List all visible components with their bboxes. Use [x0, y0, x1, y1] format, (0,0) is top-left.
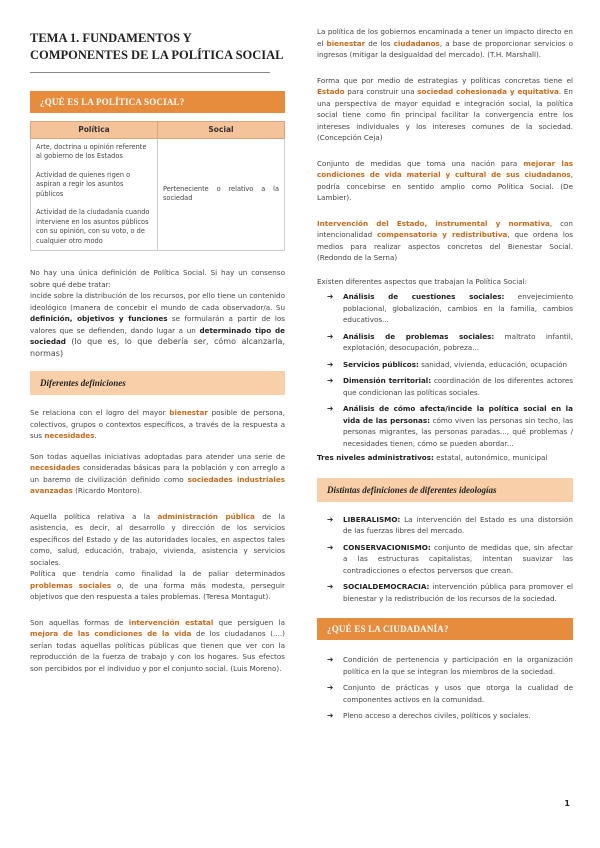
politica-def-2: Actividad de quienes rigen o aspiran a regir los asuntos públicos	[36, 170, 131, 198]
def3-text-a: Aquella política relativa a la	[30, 511, 158, 521]
definition-9	[317, 218, 573, 264]
aspect-text: coordinación de los diferentes actores que condicionan las políticas sociales.	[343, 376, 573, 397]
definition-6	[317, 26, 573, 61]
list-item	[317, 682, 573, 705]
ideology-title: SOCIALDEMOCRACIA:	[343, 582, 430, 591]
title-divider	[30, 72, 270, 73]
list-item	[317, 403, 573, 449]
right-column	[317, 0, 573, 727]
def1-text-c: .	[94, 431, 97, 440]
def1-text-a: Se relaciona con el logro del mayor	[30, 408, 170, 417]
section-header-definiciones: Diferentes definiciones	[30, 371, 285, 395]
citizenship-text: Condición de pertenencia y participación en la organización política en la que se integran los miembros de la sociedad.	[343, 655, 573, 676]
def5-text-c: de los ciudadanos (....) serían todas aquellas políticas públicas que tienen que ver con la reproducción de la fuerza de trabajo y con los hogares. Sus efectos son percibidos por el individuo y por el conjunto social. (Luis Moreno).	[30, 629, 285, 673]
section-header-politica-social: ¿QUÉ ES LA POLÍTICA SOCIAL?	[30, 91, 285, 113]
admin-levels-label: Tres niveles administrativos:	[317, 453, 434, 462]
def5-highlight-2: mejora de las condiciones de la vida	[30, 629, 192, 638]
list-item	[317, 710, 573, 722]
list-item	[317, 331, 573, 354]
arrow-icon: ➔	[327, 582, 334, 591]
def7-text-a: Forma que por medio de estrategias y políticas concretas tiene el	[317, 75, 573, 85]
arrow-icon: ➔	[327, 292, 334, 301]
aspects-list	[317, 291, 573, 449]
def9-highlight-1: Intervención del Estado, instrumental y normativa	[317, 218, 550, 228]
def5-text-a: Son aquellas formas de	[30, 617, 129, 627]
list-item	[317, 375, 573, 398]
table-header-politica: Política	[31, 122, 158, 139]
def5-text-b: que persiguen la	[213, 617, 285, 627]
table-cell-social: Perteneciente o relativo a la sociedad	[158, 138, 285, 251]
def2-text-a: Son todas aquellas iniciativas adoptadas para atender una serie de	[30, 451, 285, 461]
citizenship-list	[317, 654, 573, 722]
definition-3	[30, 511, 285, 569]
def4-text-b: o, de una forma más modesta, perseguir objetivos que den respuesta a tales problemas. (Teresa Montagut).	[30, 580, 285, 601]
ideology-title: LIBERALISMO:	[343, 514, 401, 524]
definition-4	[30, 568, 285, 603]
list-item	[317, 581, 573, 604]
def5-highlight-1: intervención estatal	[128, 617, 214, 627]
def9-text-a: , con intencionalidad	[317, 218, 573, 239]
definition-2	[30, 451, 285, 497]
intro-text-d: (lo que es, lo que debería ser, cómo alcanzarla, normas)	[30, 337, 285, 358]
left-column	[30, 0, 285, 683]
ideology-title: CONSERVACIONISMO:	[343, 542, 431, 552]
arrow-icon: ➔	[327, 376, 334, 385]
aspect-text: envejecimiento poblacional, globalización, cambios en la familia, cambios educativos...	[343, 292, 573, 324]
admin-levels-text: estatal, autonómico, municipal	[433, 453, 548, 462]
arrow-icon: ➔	[327, 514, 334, 524]
list-item	[317, 542, 573, 577]
intro-text-a: No hay una única definición de Política Social. Si hay un consenso sobre qué debe tratar:	[30, 268, 285, 289]
intro-bold-1: definición, objetivos y funciones	[30, 314, 168, 323]
aspect-text: sanidad, vivienda, educación, ocupación	[418, 359, 568, 369]
intro-text-c: se formularán a partir de los valores que se defienden, dando lugar a un	[30, 314, 285, 335]
aspect-title: Dimensión territorial:	[343, 376, 432, 385]
def6-highlight-2: ciudadanos	[393, 38, 440, 48]
aspect-title: Servicios públicos:	[343, 359, 419, 369]
citizenship-text: Conjunto de prácticas y usos que otorga la cualidad de componentes activos en la comunidad.	[343, 683, 573, 704]
def8-text-b: , podría concebirse en sentido amplio como Política Social. (De Lambier).	[317, 170, 573, 202]
arrow-icon: ➔	[327, 542, 334, 552]
citizenship-text: Pleno acceso a derechos civiles, políticos y sociales.	[343, 711, 531, 720]
def4-highlight-1: problemas sociales	[30, 580, 112, 590]
aspect-text: cómo viven las personas sin techo, las personas migrantes, las personas paradas..., qué problemas / necesidades tienen, cómo se pueden abordar...	[343, 415, 574, 448]
def2-highlight-1: necesidades	[30, 463, 81, 472]
intro-paragraph	[30, 267, 285, 359]
politica-def-3: Actividad de la ciudadanía cuando interviene en los asuntos públicos con su opinión, con su voto, o de cualquier otro modo	[36, 208, 150, 245]
def6-text-b: de los	[365, 38, 394, 48]
aspect-title: Análisis de cómo afecta/incide la política social en la vida de las personas:	[343, 404, 573, 425]
list-item	[317, 291, 573, 326]
def2-text-c: (Ricardo Montoro).	[72, 486, 142, 495]
def9-highlight-2: compensatoria y redistributiva	[377, 230, 508, 239]
ideology-text: intervención pública para promover el bienestar y la redistribución de los recursos de la sociedad.	[343, 582, 573, 603]
def2-text-b: consideradas básicas para la población y con arreglo a un baremo de civilización definido como	[30, 463, 285, 484]
definition-8	[317, 158, 573, 204]
aspect-title: Análisis de cuestiones sociales:	[343, 292, 505, 301]
def1-highlight-2: necesidades	[44, 431, 95, 440]
section-header-ciudadania: ¿QUÉ ES LA CIUDADANÍA?	[317, 618, 573, 640]
page-number: 1	[564, 799, 570, 808]
list-item	[317, 514, 573, 537]
aspects-intro: Existen diferentes aspectos que trabajan la Política Social:	[317, 276, 528, 286]
definition-table	[30, 121, 285, 251]
list-item	[317, 359, 573, 371]
politica-def-1: Arte, doctrina u opinión referente al gobierno de los Estados	[36, 142, 147, 160]
arrow-icon: ➔	[327, 359, 334, 369]
arrow-icon: ➔	[327, 711, 334, 720]
def8-text-a: Conjunto de medidas que toma una nación para	[317, 158, 524, 168]
def7-text-c: . En una perspectiva de mayor equidad e integración social, la política social tiene como fin principal facilitar la convergencia entre los intereses individuales y los intereses comunes de la sociedad. (Concepción Ceja)	[317, 87, 573, 142]
def6-highlight-1: bienestar	[326, 38, 366, 48]
def8-highlight-1: mejorar las condiciones de vida material y cultural de sus ciudadanos	[317, 158, 573, 179]
admin-levels	[317, 452, 573, 464]
section-header-ideologias: Distintas definiciones de diferentes ideologías	[317, 478, 573, 502]
arrow-icon: ➔	[327, 331, 334, 341]
definition-7	[317, 75, 573, 144]
table-cell-politica	[31, 138, 158, 251]
ideology-text: La intervención del Estado es una distorsión de las fuerzas libres del mercado.	[343, 514, 573, 535]
aspect-title: Análisis de problemas sociales:	[343, 331, 495, 341]
list-item	[317, 654, 573, 677]
def3-text-b: de la asistencia, es decir, al desarrollo y dirección de los servicios específicos del Estado y de las autoridades locales, en aspectos tales como, salud, educación, trabajo, vivienda, asistencia y servicios sociales.	[30, 511, 285, 567]
table-header-social: Social	[158, 122, 285, 139]
page-title: TEMA 1. FUNDAMENTOS Y COMPONENTES DE LA POLÍTICA SOCIAL	[30, 31, 284, 62]
def2-highlight-2: sociedades industriales avanzadas	[30, 474, 285, 495]
aspect-text: maltrato infantil, explotación, desocupación, pobreza...	[343, 331, 573, 352]
arrow-icon: ➔	[327, 683, 334, 692]
def7-text-b: para construir una	[344, 87, 418, 96]
def6-text-c: , a base de proporcionar servicios o ingresos (mitigar la desigualdad del mercado). (T.H. Marshall).	[317, 38, 573, 59]
arrow-icon: ➔	[327, 655, 334, 664]
def9-text-b: , que ordena los medios para realizar aspectos concretos del Bienestar Social. (Redondo de la Serna)	[317, 230, 573, 262]
intro-bold-2: determinado tipo de sociedad	[30, 325, 285, 346]
def7-highlight-1: Estado	[317, 87, 345, 96]
def1-text-b: posible de persona, colectivos, grupos o contextos específicos, a través de la respuesta a sus	[30, 408, 285, 440]
intro-text-b: incide sobre la distribución de los recursos, por ello tiene un contenido ideológico (manera de concebir el mundo de cada observador/a. Su	[30, 291, 285, 312]
def1-highlight-1: bienestar	[169, 408, 208, 417]
definition-5	[30, 617, 285, 675]
def3-highlight-1: administración pública	[157, 511, 255, 521]
arrow-icon: ➔	[327, 404, 334, 413]
def6-text-a: La política de los gobiernos encaminada a tener un impacto directo en el	[317, 27, 573, 48]
def4-text-a: Política que tendría como finalidad la de paliar determinados	[30, 569, 285, 578]
ideologies-list	[317, 514, 573, 605]
definition-1	[30, 407, 285, 442]
ideology-text: conjunto de medidas que, sin afectar a las estructuras capitalistas, intentan suavizar las contradicciones o efectos perversos que crean.	[343, 542, 573, 575]
def7-highlight-2: sociedad cohesionada y equitativa	[417, 87, 559, 96]
